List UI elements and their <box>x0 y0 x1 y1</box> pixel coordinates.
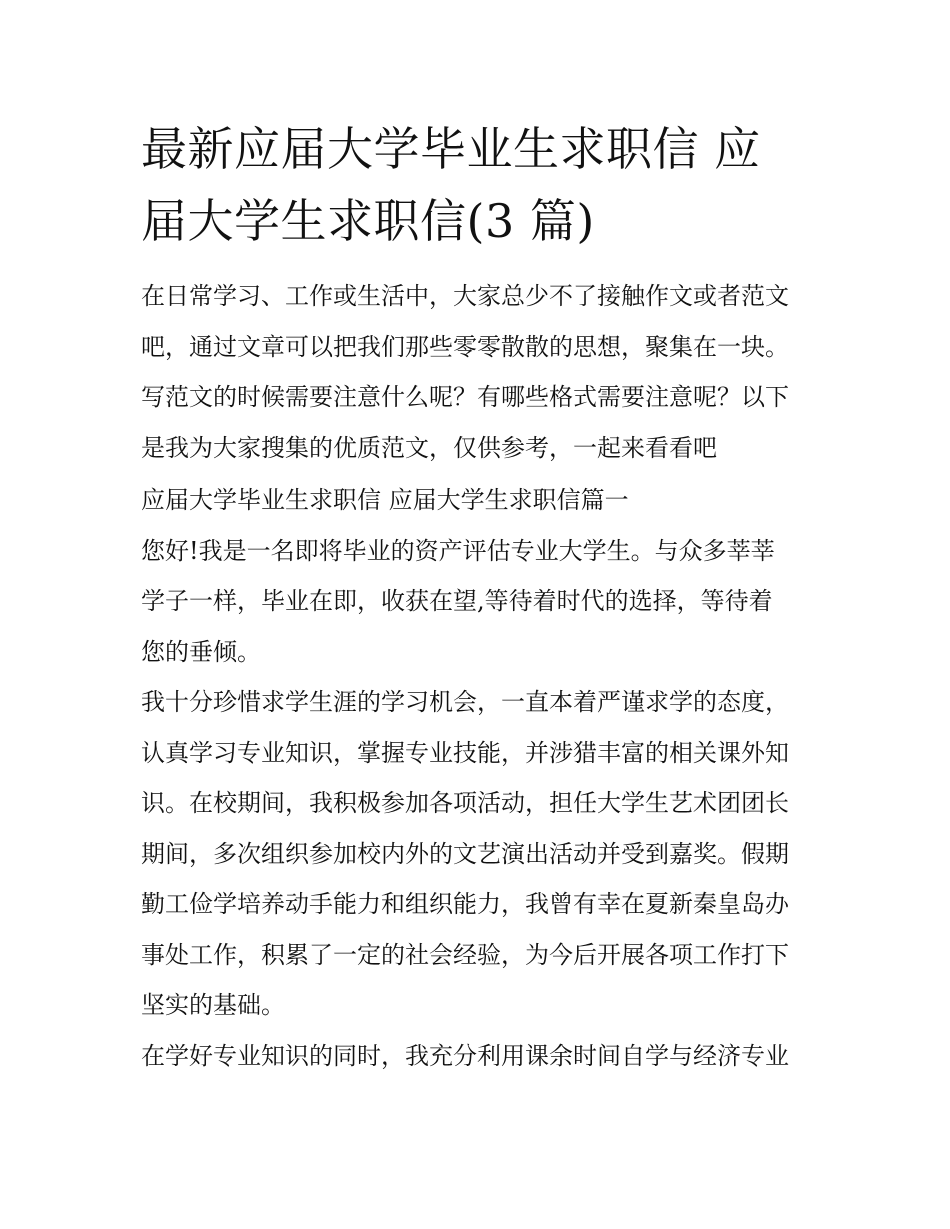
text-line: 期间，多次组织参加校内外的文艺演出活动并受到嘉奖。假期 <box>141 839 789 868</box>
section-heading-text: 应届大学毕业生求职信 应届大学生求职信篇一 <box>141 486 629 514</box>
text-line: 勤工俭学培养动手能力和组织能力，我曾有幸在夏新秦皇岛办 <box>141 890 789 918</box>
text-line: 学子一样，毕业在即，收获在望,等待着时代的选择，等待着 <box>141 587 773 615</box>
letter-paragraph-2 <box>141 677 821 1031</box>
text-line: 我十分珍惜求学生涯的学习机会，一直本着严谨求学的态度， <box>141 688 789 716</box>
text-line: 事处工作，积累了一定的社会经验，为今后开展各项工作打下 <box>141 940 789 969</box>
text-line: 写范文的时候需要注意什么呢？有哪些格式需要注意呢？以下 <box>141 383 789 411</box>
document-title <box>141 113 821 257</box>
title-line: 最新应届大学毕业生求职信 应 <box>141 122 761 176</box>
text-line: 是我为大家搜集的优质范文，仅供参考，一起来看看吧 <box>141 433 717 462</box>
text-line: 在日常学习、工作或生活中，大家总少不了接触作文或者范文 <box>141 282 789 310</box>
text-line: 认真学习专业知识，掌握专业技能，并涉猎丰富的相关课外知 <box>141 738 789 767</box>
letter-paragraph-3 <box>141 1031 821 1082</box>
section-heading <box>141 475 821 526</box>
document-content <box>141 113 821 1081</box>
text-line: 坚实的基础。 <box>141 991 285 1019</box>
text-line: 识。在校期间，我积极参加各项活动，担任大学生艺术团团长 <box>141 789 789 817</box>
text-line: 在学好专业知识的同时，我充分利用课余时间自学与经济专业 <box>141 1041 789 1070</box>
title-line: 届大学生求职信(3 篇) <box>141 194 595 248</box>
letter-paragraph-1 <box>141 526 821 678</box>
text-line: 吧，通过文章可以把我们那些零零散散的思想，聚集在一块。 <box>141 332 789 361</box>
intro-paragraph <box>141 271 821 473</box>
text-line: 您的垂倾。 <box>141 637 261 666</box>
text-line: 您好!我是一名即将毕业的资产评估专业大学生。与众多莘莘 <box>141 536 775 565</box>
